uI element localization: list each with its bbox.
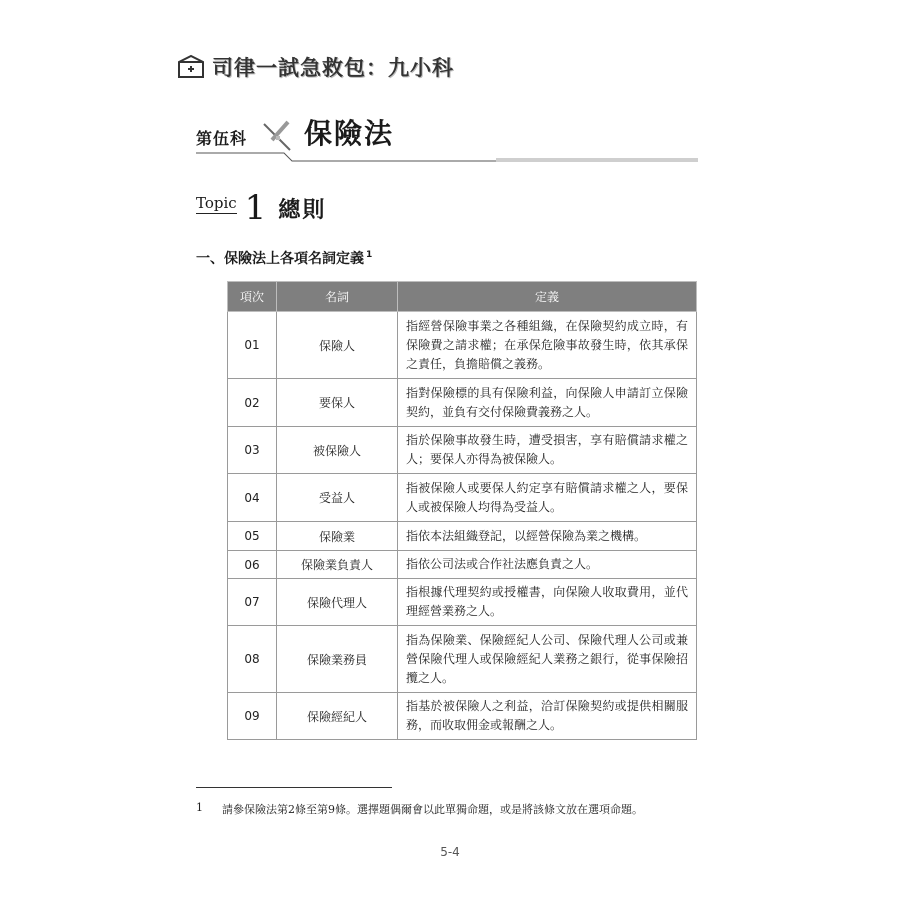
table-row xyxy=(228,693,697,740)
topic-word: Topic xyxy=(196,194,237,212)
table-row xyxy=(228,551,697,579)
section-heading xyxy=(196,248,372,268)
table-row xyxy=(228,522,697,551)
row-no: 09 xyxy=(228,693,277,740)
topic-heading xyxy=(196,188,326,228)
row-definition: 指依公司法或合作社法應負責之人。 xyxy=(398,551,697,579)
row-term: 保險業 xyxy=(277,522,398,551)
row-no: 03 xyxy=(228,427,277,474)
topic-number: 1 xyxy=(244,188,267,228)
row-term: 要保人 xyxy=(277,379,398,427)
row-definition: 指對保險標的具有保險利益，向保險人申請訂立保險契約，並負有交付保險費義務之人。 xyxy=(398,379,697,427)
footnote-number: 1 xyxy=(196,801,203,814)
row-term: 保險代理人 xyxy=(277,579,398,626)
row-term: 保險業務員 xyxy=(277,626,398,693)
row-term: 受益人 xyxy=(277,474,398,522)
chapter-heading xyxy=(196,112,698,160)
chapter-title: 保險法 xyxy=(304,117,395,150)
row-no: 02 xyxy=(228,379,277,427)
table-row xyxy=(228,427,697,474)
page-number: 5-4 xyxy=(440,845,460,859)
row-no: 04 xyxy=(228,474,277,522)
running-header xyxy=(176,50,454,84)
table-row xyxy=(228,474,697,522)
header-term: 名詞 xyxy=(277,282,398,312)
row-term: 保險人 xyxy=(277,312,398,379)
header-definition: 定義 xyxy=(398,282,697,312)
row-term: 保險經紀人 xyxy=(277,693,398,740)
footnote xyxy=(196,801,643,817)
row-no: 07 xyxy=(228,579,277,626)
section-heading-text: 一、保險法上各項名詞定義 xyxy=(196,251,364,267)
running-title: 司律一試急救包：九小科 xyxy=(212,56,454,80)
row-definition: 指根據代理契約或授權書，向保險人收取費用，並代理經營業務之人。 xyxy=(398,579,697,626)
row-no: 05 xyxy=(228,522,277,551)
row-no: 01 xyxy=(228,312,277,379)
definitions-table xyxy=(227,281,697,740)
cross-ornament-icon xyxy=(258,116,298,156)
table-row xyxy=(228,579,697,626)
chapter-rule xyxy=(196,152,698,162)
row-no: 08 xyxy=(228,626,277,693)
row-term: 被保險人 xyxy=(277,427,398,474)
topic-title: 總則 xyxy=(278,198,327,223)
row-definition: 指基於被保險人之利益，洽訂保險契約或提供相關服務，而收取佣金或報酬之人。 xyxy=(398,693,697,740)
footnote-text: 請參保險法第2條至第9條。選擇題偶爾會以此單獨命題，或是將該條文放在選項命題。 xyxy=(222,803,643,816)
first-aid-kit-icon xyxy=(176,52,206,82)
row-term: 保險業負責人 xyxy=(277,551,398,579)
row-no: 06 xyxy=(228,551,277,579)
table-row xyxy=(228,312,697,379)
row-definition: 指為保險業、保險經紀人公司、保險代理人公司或兼營保險代理人或保險經紀人業務之銀行，從事保險招攬之人。 xyxy=(398,626,697,693)
chapter-label: 第伍科 xyxy=(196,129,248,148)
row-definition: 指依本法組織登記，以經營保險為業之機構。 xyxy=(398,522,697,551)
footnote-divider xyxy=(196,787,392,788)
table-row xyxy=(228,626,697,693)
table-header-row xyxy=(228,282,697,312)
row-definition: 指被保險人或要保人約定享有賠償請求權之人，要保人或被保險人均得為受益人。 xyxy=(398,474,697,522)
header-no: 項次 xyxy=(228,282,277,312)
row-definition: 指經營保險事業之各種組織，在保險契約成立時，有保險費之請求權；在承保危險事故發生時，依其承保之責任，負擔賠償之義務。 xyxy=(398,312,697,379)
row-definition: 指於保險事故發生時，遭受損害，享有賠償請求權之人；要保人亦得為被保險人。 xyxy=(398,427,697,474)
table-row xyxy=(228,379,697,427)
footnote-reference[interactable]: 1 xyxy=(366,250,373,261)
